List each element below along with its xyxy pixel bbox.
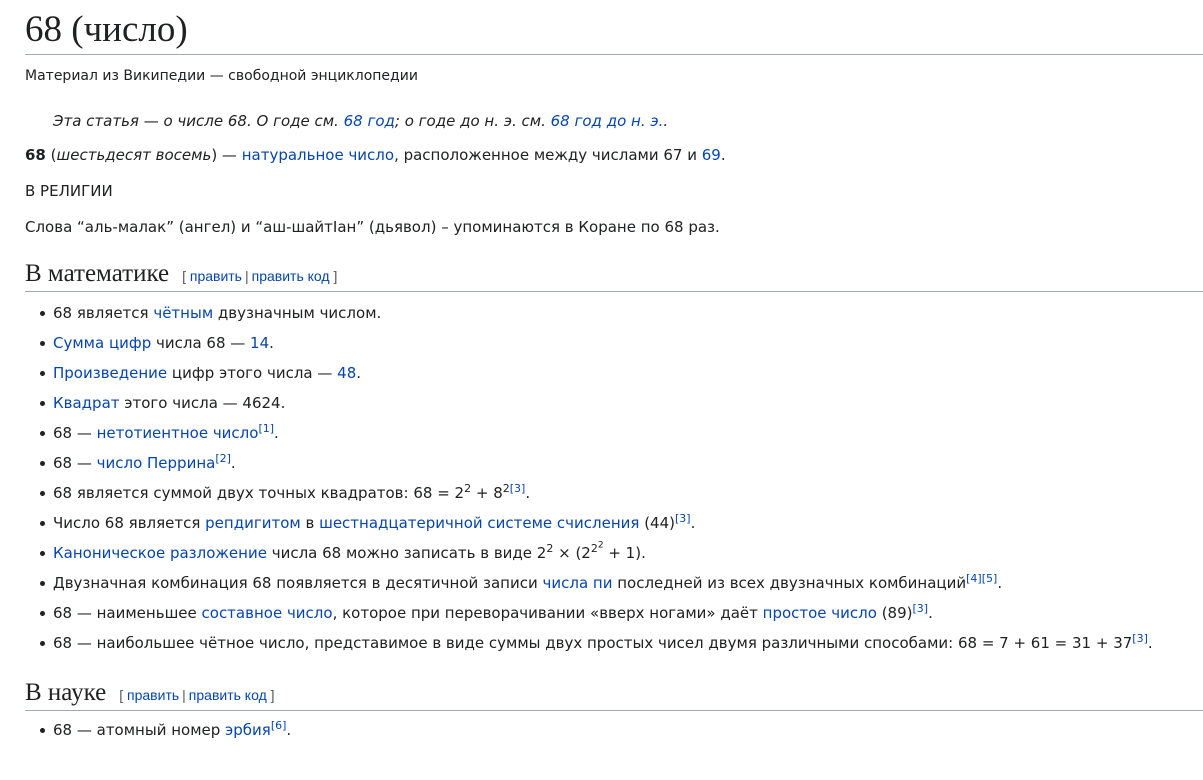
list-item bbox=[25, 391, 1203, 421]
list-item bbox=[25, 481, 1203, 511]
math-list bbox=[25, 301, 1203, 661]
bracket: [ bbox=[182, 268, 186, 284]
item-text: последней из всех двузначных комбинаций bbox=[612, 574, 967, 592]
item-text: . bbox=[690, 514, 696, 532]
hatnote-text: ; о годе до н. э. см. bbox=[394, 112, 551, 130]
edit-section bbox=[119, 687, 274, 703]
hatnote-text: Эта статья — о числе 68. О годе см. bbox=[53, 112, 344, 130]
edit-code-link[interactable]: править код bbox=[251, 268, 330, 284]
item-text: 68 — атомный номер bbox=[53, 721, 226, 739]
reference-link[interactable]: [4] bbox=[966, 572, 982, 585]
item-text: . bbox=[997, 574, 1003, 592]
bullet-icon bbox=[40, 491, 45, 496]
exponent: 2 bbox=[502, 482, 510, 495]
bullet-icon bbox=[40, 728, 45, 733]
item-text: числа 68 — bbox=[151, 334, 251, 352]
reference-link[interactable]: [1] bbox=[258, 422, 275, 435]
section-title: В математике bbox=[25, 260, 170, 287]
link-canonical-decomposition[interactable]: Каноническое разложение bbox=[53, 544, 267, 562]
hatnote-text: . bbox=[663, 112, 669, 130]
bullet-icon bbox=[40, 581, 45, 586]
link-natural-number[interactable]: натуральное число bbox=[241, 146, 395, 164]
link-68-year[interactable]: 68 год bbox=[343, 112, 395, 130]
item-text: 68 — bbox=[53, 454, 97, 472]
item-text: . bbox=[274, 424, 279, 442]
link-68-bc[interactable]: 68 год до н. э. bbox=[550, 112, 664, 130]
item-text: двузначным числом. bbox=[213, 304, 382, 322]
bracket: ] bbox=[270, 687, 275, 703]
lead-text: ) — bbox=[211, 146, 242, 164]
link-nontotient[interactable]: нетотиентное число bbox=[96, 424, 259, 442]
link-erbium[interactable]: эрбия bbox=[225, 721, 271, 739]
site-subtitle: Материал из Википедии — свободной энциклопедии bbox=[25, 68, 418, 84]
reference-link[interactable]: [3] bbox=[1132, 632, 1148, 645]
page-title: 68 (число) bbox=[25, 0, 1203, 55]
list-item bbox=[25, 331, 1203, 361]
lead-text: . bbox=[720, 146, 726, 164]
item-text: . bbox=[928, 604, 933, 622]
list-item bbox=[25, 631, 1203, 661]
item-text: 68 — bbox=[53, 424, 97, 442]
bullet-icon bbox=[40, 611, 45, 616]
bullet-icon bbox=[40, 341, 45, 346]
item-text: . bbox=[269, 334, 274, 352]
lead-paragraph bbox=[25, 146, 1203, 168]
item-text: в bbox=[300, 514, 320, 532]
bracket: ] bbox=[333, 268, 338, 284]
lead-text: ( bbox=[45, 146, 57, 164]
list-item bbox=[25, 301, 1203, 331]
link-pi[interactable]: числа пи bbox=[542, 574, 613, 592]
link-48[interactable]: 48 bbox=[337, 364, 357, 382]
bracket: [ bbox=[119, 687, 124, 703]
section-title: В науке bbox=[25, 679, 107, 706]
hatnote bbox=[25, 112, 1203, 134]
separator: | bbox=[244, 268, 249, 284]
item-text: . bbox=[356, 364, 362, 382]
item-text: + 8 bbox=[471, 484, 503, 502]
link-14[interactable]: 14 bbox=[250, 334, 270, 352]
item-text: + 1). bbox=[603, 544, 646, 562]
article-content bbox=[25, 0, 1203, 748]
item-text: (89) bbox=[876, 604, 913, 622]
nested-exponent: 2 bbox=[597, 540, 604, 551]
item-text: × (2 bbox=[553, 544, 591, 562]
item-text: 68 — наименьшее bbox=[53, 604, 202, 622]
item-text: . bbox=[230, 454, 236, 472]
lead-text: , расположенное между числами 67 и bbox=[394, 146, 702, 164]
exponent: 2 bbox=[590, 542, 598, 555]
bullet-icon bbox=[40, 641, 45, 646]
religion-heading: В РЕЛИГИИ bbox=[25, 182, 113, 200]
link-repdigit[interactable]: репдигитом bbox=[205, 514, 301, 532]
exponent: 2 bbox=[546, 542, 554, 555]
link-hexadecimal[interactable]: шестнадцатеричной системе счисления bbox=[319, 514, 640, 532]
link-composite-number[interactable]: составное число bbox=[201, 604, 333, 622]
list-item bbox=[25, 541, 1203, 571]
item-text: цифр этого числа — bbox=[167, 364, 338, 382]
section-heading-math bbox=[25, 259, 1203, 292]
edit-code-link[interactable]: править код bbox=[188, 687, 267, 703]
edit-section bbox=[182, 268, 337, 284]
edit-link[interactable]: править bbox=[127, 687, 180, 703]
item-text: 68 — наибольшее чётное число, представимое в виде суммы двух простых чисел двумя различными способами: 68 = 7 + 61 = 31 + 37 bbox=[53, 634, 1133, 652]
link-perrin[interactable]: число Перрина bbox=[96, 454, 216, 472]
link-product[interactable]: Произведение bbox=[53, 364, 168, 382]
item-text: 68 является суммой двух точных квадратов: 68 = 2 bbox=[53, 484, 465, 502]
bullet-icon bbox=[40, 401, 45, 406]
item-text: 68 является bbox=[53, 304, 154, 322]
bullet-icon bbox=[40, 371, 45, 376]
list-item bbox=[25, 571, 1203, 601]
religion-paragraph: Слова “аль-малак” (ангел) и “аш-шайтIан” (дьявол) – упоминаются в Коране по 68 раз. bbox=[25, 218, 720, 236]
reference-link[interactable]: [3] bbox=[912, 602, 929, 615]
lead-italic: шестьдесят восемь bbox=[56, 146, 212, 164]
exponent bbox=[591, 542, 604, 555]
bullet-icon bbox=[40, 461, 45, 466]
item-text: (44) bbox=[639, 514, 675, 532]
science-list bbox=[25, 718, 1203, 748]
link-prime-number[interactable]: простое число bbox=[762, 604, 877, 622]
reference-link[interactable]: [2] bbox=[215, 452, 231, 465]
reference-link[interactable]: [5] bbox=[981, 572, 998, 585]
item-text: , которое при переворачивании «вверх ногами» даёт bbox=[332, 604, 763, 622]
item-text: Число 68 является bbox=[53, 514, 206, 532]
separator: | bbox=[182, 687, 186, 703]
list-item bbox=[25, 451, 1203, 481]
item-text: этого числа — 4624. bbox=[119, 394, 286, 412]
link-digit-sum[interactable]: Сумма цифр bbox=[53, 334, 152, 352]
item-text: . bbox=[286, 721, 292, 739]
link-square[interactable]: Квадрат bbox=[53, 394, 120, 412]
bullet-icon bbox=[40, 551, 45, 556]
link-69[interactable]: 69 bbox=[701, 146, 721, 164]
reference-link[interactable]: [3] bbox=[675, 512, 691, 525]
item-text: Двузначная комбинация 68 появляется в десятичной записи bbox=[53, 574, 543, 592]
list-item bbox=[25, 361, 1203, 391]
list-item bbox=[25, 718, 1203, 748]
lead-bold: 68 bbox=[25, 146, 46, 164]
list-item bbox=[25, 421, 1203, 451]
exponent: 2 bbox=[464, 482, 472, 495]
list-item bbox=[25, 601, 1203, 631]
bullet-icon bbox=[40, 521, 45, 526]
section-heading-science bbox=[25, 678, 1203, 711]
reference-link[interactable]: [6] bbox=[270, 719, 287, 732]
item-text: числа 68 можно записать в виде 2 bbox=[266, 544, 547, 562]
item-text: . bbox=[1147, 634, 1153, 652]
link-even[interactable]: чётным bbox=[153, 304, 214, 322]
reference-link[interactable]: [3] bbox=[509, 482, 526, 495]
bullet-icon bbox=[40, 431, 45, 436]
list-item bbox=[25, 511, 1203, 541]
item-text: . bbox=[525, 484, 531, 502]
bullet-icon bbox=[40, 311, 45, 316]
edit-link[interactable]: править bbox=[189, 268, 242, 284]
